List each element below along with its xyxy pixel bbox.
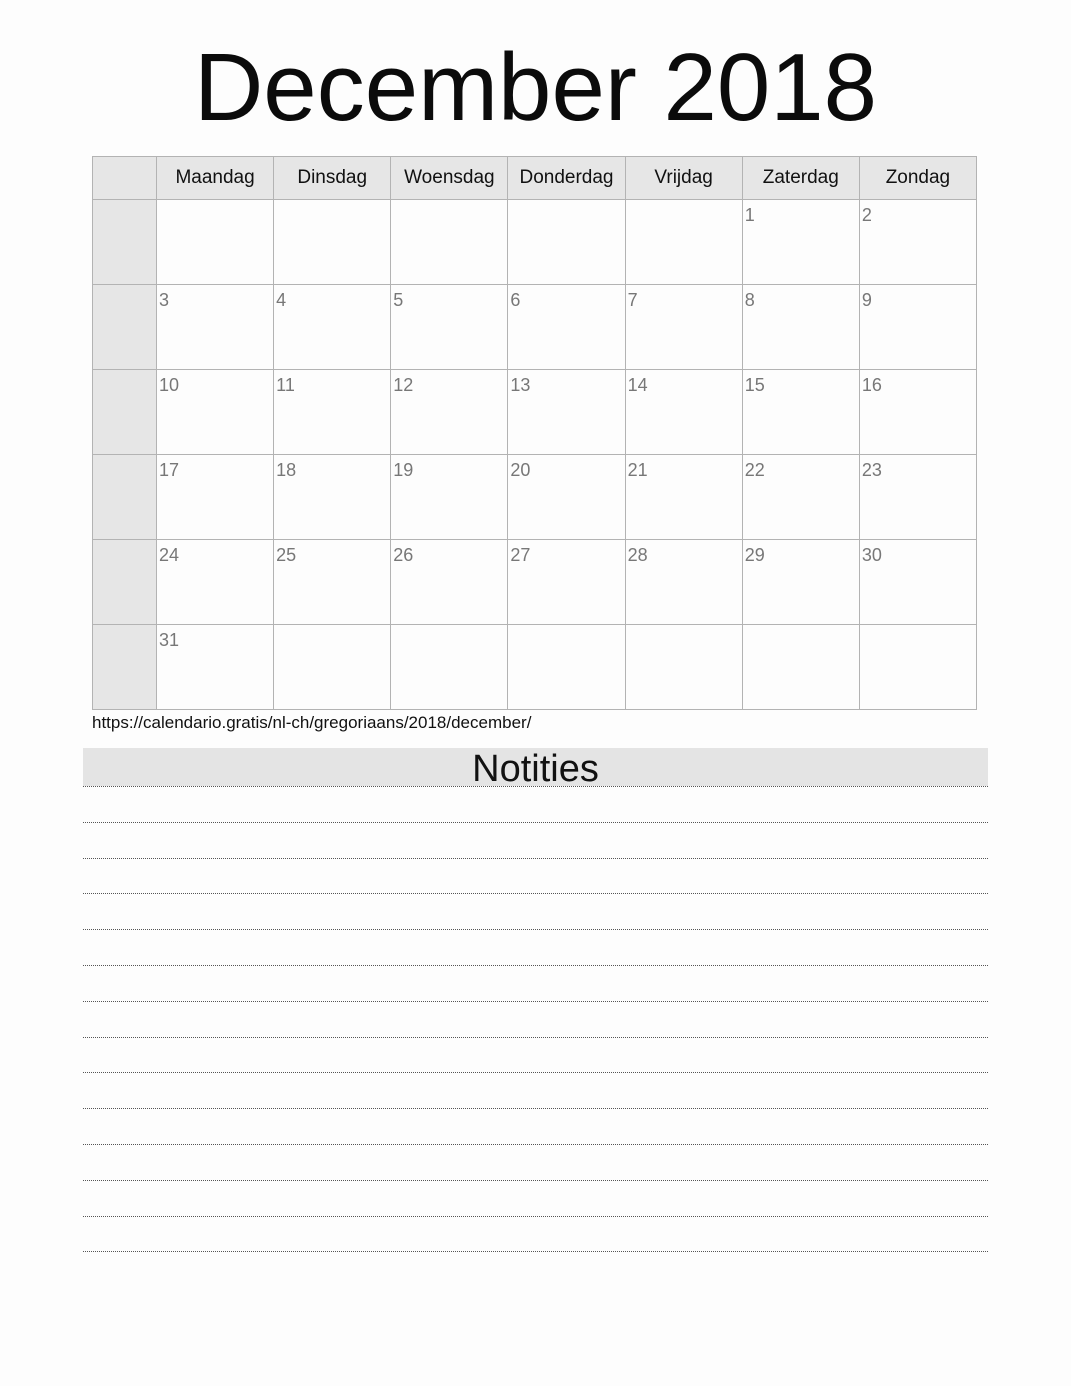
day-number: 11 bbox=[276, 375, 295, 395]
weekday-header: Woensdag bbox=[391, 157, 508, 200]
day-number: 30 bbox=[861, 545, 882, 565]
day-number: 22 bbox=[744, 460, 765, 480]
note-line bbox=[83, 1216, 988, 1252]
week-row bbox=[93, 455, 977, 540]
note-line bbox=[83, 858, 988, 894]
day-number: 7 bbox=[627, 290, 638, 310]
page-title: December 2018 bbox=[193, 34, 878, 141]
day-cell bbox=[508, 200, 625, 285]
day-number: 6 bbox=[510, 290, 521, 310]
day-number: 21 bbox=[627, 460, 648, 480]
calendar-grid bbox=[92, 156, 977, 710]
day-cell bbox=[625, 285, 742, 370]
week-number-cell bbox=[93, 285, 157, 370]
day-cell bbox=[157, 285, 274, 370]
day-cell bbox=[157, 540, 274, 625]
day-number: 17 bbox=[159, 460, 180, 480]
notes-title: Notities bbox=[83, 748, 988, 786]
note-line bbox=[83, 893, 988, 929]
note-line bbox=[83, 1037, 988, 1073]
day-cell bbox=[508, 625, 625, 710]
day-cell bbox=[274, 455, 391, 540]
week-number-cell bbox=[93, 625, 157, 710]
note-line bbox=[83, 1180, 988, 1216]
day-cell bbox=[274, 370, 391, 455]
day-cell bbox=[508, 455, 625, 540]
day-cell bbox=[508, 285, 625, 370]
day-cell bbox=[157, 200, 274, 285]
week-number-cell bbox=[93, 370, 157, 455]
day-number: 14 bbox=[627, 375, 648, 395]
day-number: 24 bbox=[159, 545, 180, 565]
day-cell bbox=[391, 540, 508, 625]
day-cell bbox=[625, 540, 742, 625]
weekday-header: Zondag bbox=[859, 157, 976, 200]
day-cell bbox=[157, 370, 274, 455]
day-number bbox=[391, 200, 507, 205]
day-number: 10 bbox=[159, 375, 180, 395]
day-number: 31 bbox=[159, 630, 180, 650]
week-row bbox=[93, 540, 977, 625]
day-number: 1 bbox=[744, 205, 755, 225]
note-line bbox=[83, 1108, 988, 1144]
weekday-header: Dinsdag bbox=[274, 157, 391, 200]
day-cell bbox=[157, 455, 274, 540]
day-number: 20 bbox=[510, 460, 531, 480]
day-cell bbox=[157, 625, 274, 710]
day-number: 19 bbox=[393, 460, 414, 480]
day-number: 16 bbox=[861, 375, 882, 395]
day-cell bbox=[274, 285, 391, 370]
day-cell bbox=[859, 285, 976, 370]
day-number: 29 bbox=[744, 545, 765, 565]
day-number bbox=[391, 625, 507, 630]
day-number: 25 bbox=[276, 545, 297, 565]
note-line bbox=[83, 965, 988, 1001]
day-number bbox=[860, 625, 976, 630]
week-row bbox=[93, 200, 977, 285]
day-number bbox=[274, 200, 390, 205]
note-line bbox=[83, 1001, 988, 1037]
weekday-header: Donderdag bbox=[508, 157, 625, 200]
day-cell bbox=[391, 200, 508, 285]
day-cell bbox=[742, 455, 859, 540]
day-number: 28 bbox=[627, 545, 648, 565]
day-cell bbox=[859, 370, 976, 455]
day-number: 27 bbox=[510, 545, 531, 565]
day-number: 2 bbox=[861, 205, 872, 225]
day-number bbox=[274, 625, 390, 630]
weekday-header: Vrijdag bbox=[625, 157, 742, 200]
day-cell bbox=[391, 370, 508, 455]
note-line bbox=[83, 1251, 988, 1287]
day-number: 15 bbox=[744, 375, 765, 395]
day-cell bbox=[625, 455, 742, 540]
day-cell bbox=[508, 370, 625, 455]
day-number: 9 bbox=[861, 290, 872, 310]
weekday-header: Maandag bbox=[157, 157, 274, 200]
day-cell bbox=[742, 285, 859, 370]
notes-lines bbox=[83, 786, 988, 1287]
day-number: 13 bbox=[510, 375, 531, 395]
day-number bbox=[626, 625, 742, 630]
day-number: 12 bbox=[393, 375, 414, 395]
note-line bbox=[83, 786, 988, 822]
day-cell bbox=[742, 625, 859, 710]
day-number bbox=[508, 200, 624, 205]
day-number: 8 bbox=[744, 290, 755, 310]
calendar-body bbox=[93, 200, 977, 710]
source-url: https://calendario.gratis/nl-ch/gregoriaans/2018/december/ bbox=[92, 713, 532, 732]
weekday-header: Zaterdag bbox=[742, 157, 859, 200]
note-line bbox=[83, 929, 988, 965]
week-row bbox=[93, 370, 977, 455]
week-column-header bbox=[93, 157, 157, 200]
weekday-header-row bbox=[93, 157, 977, 200]
day-number: 5 bbox=[393, 290, 404, 310]
day-cell bbox=[391, 625, 508, 710]
day-cell bbox=[859, 540, 976, 625]
note-line bbox=[83, 822, 988, 858]
day-cell bbox=[625, 625, 742, 710]
day-number: 3 bbox=[159, 290, 170, 310]
week-number-cell bbox=[93, 200, 157, 285]
note-line bbox=[83, 1144, 988, 1180]
day-cell bbox=[274, 200, 391, 285]
week-number-cell bbox=[93, 540, 157, 625]
week-row bbox=[93, 285, 977, 370]
day-number: 26 bbox=[393, 545, 414, 565]
note-line bbox=[83, 1072, 988, 1108]
day-number: 4 bbox=[276, 290, 287, 310]
day-cell bbox=[508, 540, 625, 625]
day-number bbox=[157, 200, 273, 205]
day-cell bbox=[391, 455, 508, 540]
day-cell bbox=[859, 625, 976, 710]
day-cell bbox=[274, 625, 391, 710]
day-cell bbox=[625, 370, 742, 455]
week-number-cell bbox=[93, 455, 157, 540]
day-number: 23 bbox=[861, 460, 882, 480]
day-number bbox=[508, 625, 624, 630]
day-cell bbox=[859, 455, 976, 540]
week-row bbox=[93, 625, 977, 710]
day-cell bbox=[625, 200, 742, 285]
day-cell bbox=[742, 200, 859, 285]
day-number bbox=[743, 625, 859, 630]
day-number bbox=[626, 200, 742, 205]
day-cell bbox=[742, 540, 859, 625]
day-cell bbox=[391, 285, 508, 370]
day-cell bbox=[742, 370, 859, 455]
day-number: 18 bbox=[276, 460, 297, 480]
day-cell bbox=[859, 200, 976, 285]
day-cell bbox=[274, 540, 391, 625]
